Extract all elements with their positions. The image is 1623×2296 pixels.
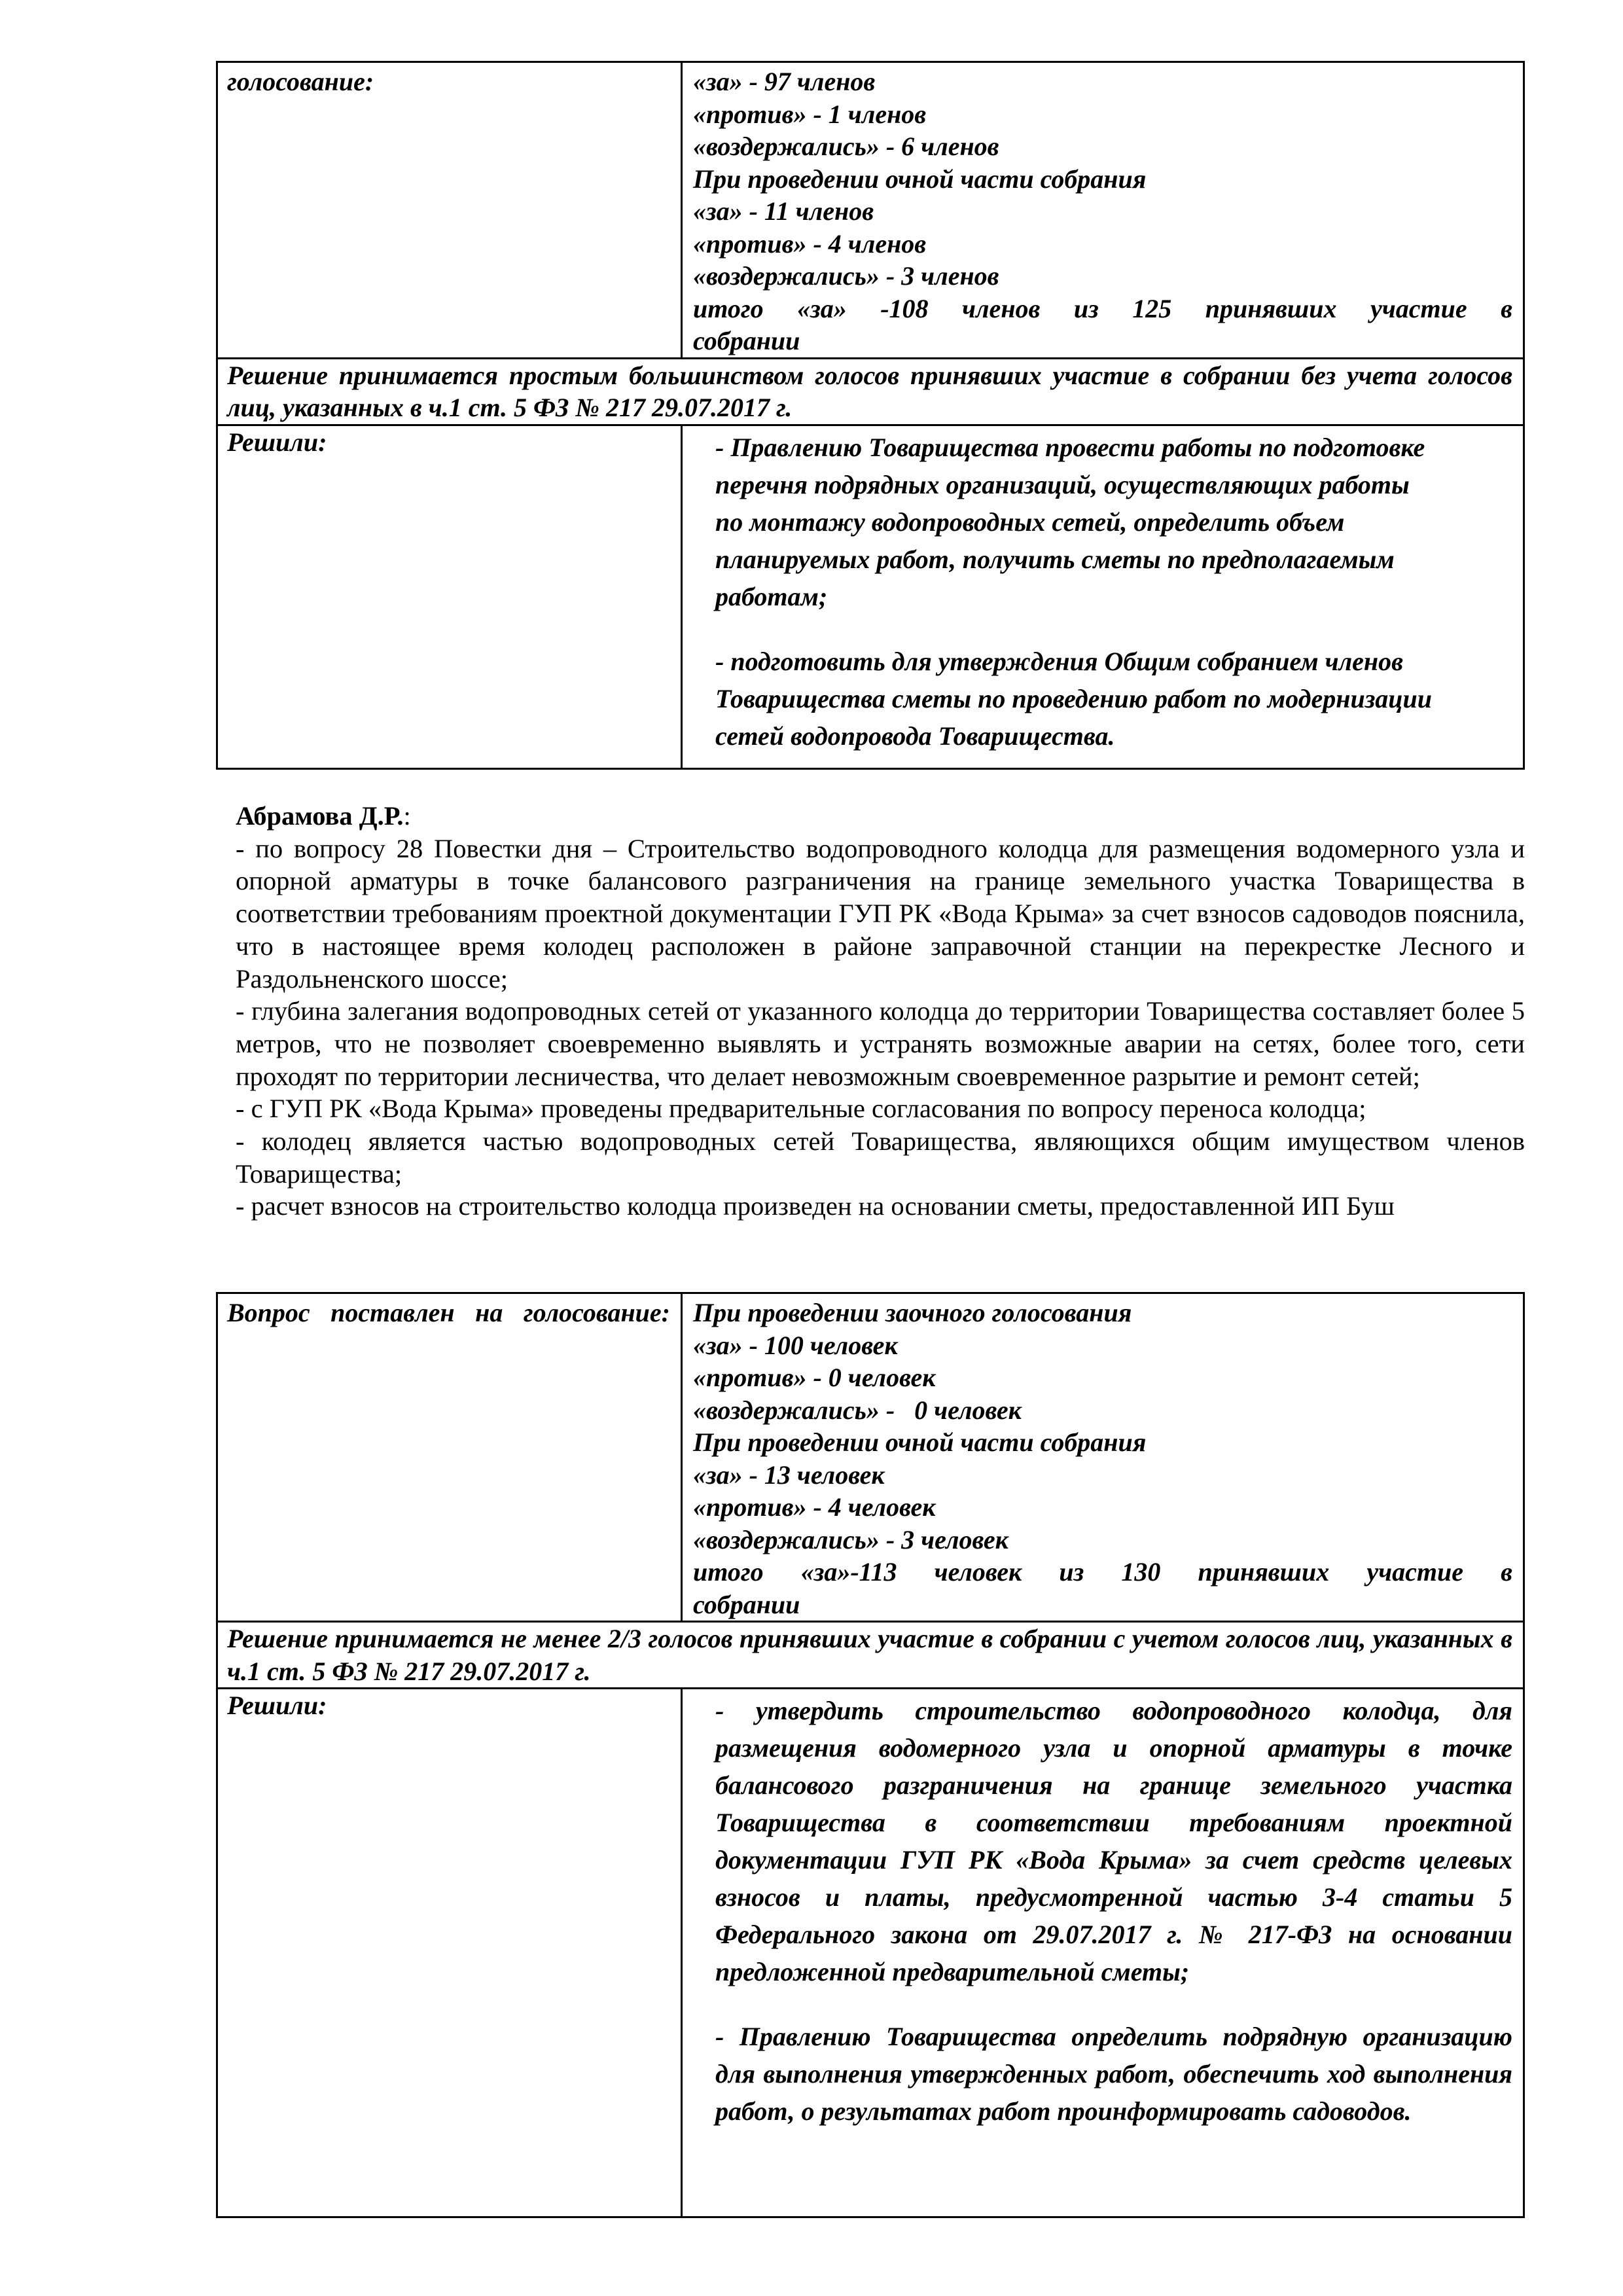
decision-item: - Правлению Товарищества определить подрядную организацию для выполнения утвержденных работ, обеспечить ход выполнения работ, о результатах работ проинформировать садоводов.	[715, 2022, 1512, 2126]
vote-line: При проведении заочного голосования	[693, 1298, 1132, 1327]
vote-line: «против» - 4 человек	[693, 1492, 936, 1522]
decision-item: - утвердить строительство водопроводного колодца, для размещения водомерного узла и опорной арматуры в точке балансового разграничения на границе земельного участка Товарищества в соответствии требованиям проектной документации ГУП РК «Вода Крыма» за счет средств целевых взносов и платы, предусмотренной частью 3-4 статьи 5 Федерального закона от 29.07.2017 г. № 217-ФЗ на основании предложенной предварительной сметы;	[715, 1696, 1512, 1986]
vote-results-row	[217, 1293, 1524, 1622]
vote-line: «воздержались» - 3 членов	[693, 261, 999, 291]
vote-total: итого «за» -108 членов из 125 принявших участие в	[693, 293, 1512, 323]
decided-label: Решили:	[227, 1691, 327, 1720]
vote-line: «за» - 11 членов	[693, 196, 874, 226]
vote-total: итого «за»-113 человек из 130 принявших участие в	[693, 1557, 1512, 1587]
decision-item: - Правлению Товарищества провести работы по подготовке перечня подрядных организаций, осуществляющих работы по монтажу водопроводных сетей, определить объем планируемых работ, получить сметы по предполагаемым работам;	[715, 432, 1425, 611]
vote-line: «воздержались» - 3 человек	[693, 1524, 1008, 1554]
vote-line: «за» - 97 членов	[693, 67, 876, 96]
vote-line: При проведении очной части собрания	[693, 1427, 1147, 1457]
voting-table-question-27	[216, 61, 1525, 770]
decision-row	[217, 425, 1524, 768]
vote-line: «против» - 1 членов	[693, 99, 927, 129]
vote-line: «воздержались» - 0 человек	[693, 1395, 1022, 1425]
vote-results-row	[217, 62, 1524, 359]
speaker-paragraph: - колодец является частью водопроводных сетей Товарищества, являющихся общим имуществом членов Товарищества;	[236, 1126, 1525, 1189]
vote-results-cell	[682, 62, 1524, 359]
vote-total-cont: собрании	[693, 1589, 800, 1619]
vote-line: «против» - 4 членов	[693, 228, 927, 259]
speaker-heading	[236, 800, 1525, 833]
decided-label-cell	[217, 1689, 682, 2217]
vote-label-cell	[217, 1293, 682, 1622]
decision-rule-row	[217, 358, 1524, 425]
speaker-name-colon: :	[403, 801, 411, 831]
decision-rule: Решение принимается не менее 2/3 голосов принявших участие в собрании с учетом голосов лиц, указанных в ч.1 ст. 5 ФЗ № 217 29.07.2017 г.	[217, 1622, 1524, 1689]
speaker-paragraph: - по вопросу 28 Повестки дня – Строительство водопроводного колодца для размещения водомерного узла и опорной арматуры в точке балансового разграничения на границе земельного участка Товарищества в соответствии требованиям проектной документации ГУП РК «Вода Крыма» за счет взносов садоводов пояснила, что в настоящее время колодец расположен в районе заправочной станции на перекрестке Лесного и Раздольненского шоссе;	[236, 833, 1525, 994]
vote-label: Вопрос поставлен на голосование:	[227, 1298, 670, 1327]
decided-label: Решили:	[227, 427, 327, 457]
vote-line: При проведении очной части собрания	[693, 164, 1147, 194]
decision-rule: Решение принимается простым большинством голосов принявших участие в собрании без учета голосов лиц, указанных в ч.1 ст. 5 ФЗ № 217 29.07.2017 г.	[217, 358, 1524, 425]
vote-label-cell	[217, 62, 682, 359]
speaker-name: Абрамова Д.Р.	[236, 801, 404, 831]
speaker-paragraph: - глубина залегания водопроводных сетей от указанного колодца до территории Товарищества составляет более 5 метров, что не позволяет своевременно выявлять и устранять возможные аварии на сетях, более того, сети проходят по территории лесничества, что делает невозможным своевременное разрытие и ремонт сетей;	[236, 996, 1525, 1091]
decision-row	[217, 1689, 1524, 2217]
decided-label-cell	[217, 425, 682, 768]
speaker-paragraph: - расчет взносов на строительство колодца произведен на основании сметы, предоставленной ИП Буш	[236, 1191, 1395, 1221]
decisions-cell	[682, 1689, 1524, 2217]
decisions-cell	[682, 425, 1524, 768]
vote-total-cont: собрании	[693, 326, 800, 355]
vote-line: «за» - 100 человек	[693, 1330, 898, 1360]
speaker-statement	[236, 800, 1525, 1223]
vote-results-cell	[682, 1293, 1524, 1622]
vote-label: голосование:	[227, 67, 374, 96]
voting-table-question-28	[216, 1292, 1525, 2218]
speaker-paragraph: - с ГУП РК «Вода Крыма» проведены предварительные согласования по вопросу переноса колодца;	[236, 1094, 1366, 1124]
vote-line: «за» - 13 человек	[693, 1460, 885, 1490]
decision-item: - подготовить для утверждения Общим собранием членов Товарищества сметы по проведению работ по модернизации сетей водопровода Товарищества.	[715, 646, 1433, 751]
decision-rule-row	[217, 1622, 1524, 1689]
vote-line: «воздержались» - 6 членов	[693, 132, 999, 161]
vote-line: «против» - 0 человек	[693, 1363, 936, 1392]
